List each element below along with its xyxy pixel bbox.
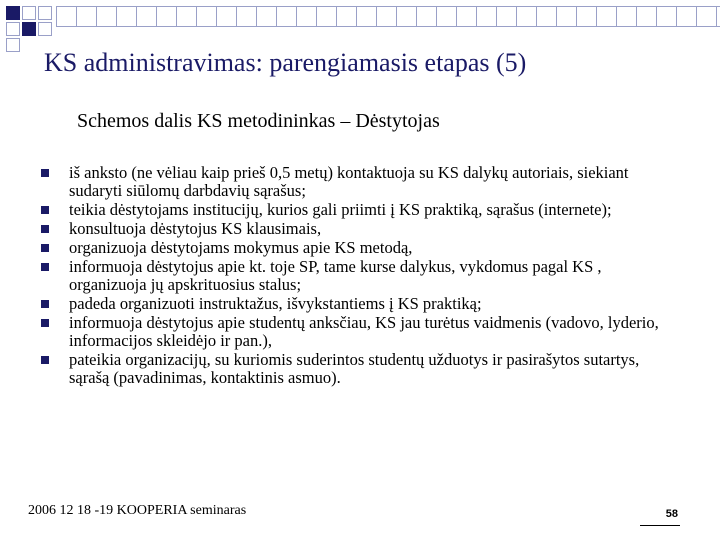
- list-item-text: informuoja dėstytojus apie kt. toje SP, tame kurse dalykus, vykdomus pagal KS , organizuoja jų apskrituosius stalus;: [69, 257, 602, 294]
- list-item-text: konsultuoja dėstytojus KS klausimais,: [69, 219, 322, 238]
- header-grid-bar: [56, 6, 720, 27]
- list-item: [40, 239, 680, 257]
- slide-title: KS administravimas: parengiamasis etapas (5): [44, 48, 527, 77]
- footer-divider: [640, 525, 680, 526]
- slide-subtitle: Schemos dalis KS metodininkas – Dėstytojas: [77, 110, 440, 132]
- corner-square-light: [38, 6, 52, 20]
- corner-square-light: [38, 22, 52, 36]
- list-item-text: iš anksto (ne vėliau kaip prieš 0,5 metų) kontaktuoja su KS dalykų autoriais, siekiant sudaryti siūlomų darbdavių sąrašus;: [69, 163, 629, 200]
- corner-square-dark: [6, 6, 20, 20]
- list-item-text: organizuoja dėstytojams mokymus apie KS metodą,: [69, 238, 413, 257]
- square-bullet-icon: [41, 319, 49, 327]
- list-item-text: teikia dėstytojams institucijų, kurios gali priimti į KS praktiką, sąrašus (internete);: [69, 200, 612, 219]
- square-bullet-icon: [41, 206, 49, 214]
- list-item: [40, 351, 680, 387]
- footer-text: 2006 12 18 -19 KOOPERIA seminaras: [28, 503, 247, 518]
- square-bullet-icon: [41, 244, 49, 252]
- page-number: 58: [665, 508, 678, 520]
- list-item: [40, 164, 680, 200]
- list-item: [40, 201, 680, 219]
- list-item-text: informuoja dėstytojus apie studentų anksčiau, KS jau turėtus vaidmenis (vadovo, lyderio, informacijos skleidėjo ir pan.),: [69, 313, 659, 350]
- corner-square-light: [6, 38, 20, 52]
- list-item-text: pateikia organizacijų, su kuriomis suderintos studentų užduotys ir pasirašytos sutartys, sąrašą (pavadinimas, kontaktinis asmuo).: [69, 350, 640, 387]
- corner-square-light: [6, 22, 20, 36]
- list-item: [40, 220, 680, 238]
- square-bullet-icon: [41, 169, 49, 177]
- list-item-text: padeda organizuoti instruktažus, išvykstantiems į KS praktiką;: [69, 294, 482, 313]
- corner-square-dark: [22, 22, 36, 36]
- square-bullet-icon: [41, 300, 49, 308]
- bullet-list: [40, 164, 680, 388]
- corner-square-light: [22, 6, 36, 20]
- list-item: [40, 295, 680, 313]
- list-item: [40, 314, 680, 350]
- square-bullet-icon: [41, 263, 49, 271]
- square-bullet-icon: [41, 356, 49, 364]
- list-item: [40, 258, 680, 294]
- square-bullet-icon: [41, 225, 49, 233]
